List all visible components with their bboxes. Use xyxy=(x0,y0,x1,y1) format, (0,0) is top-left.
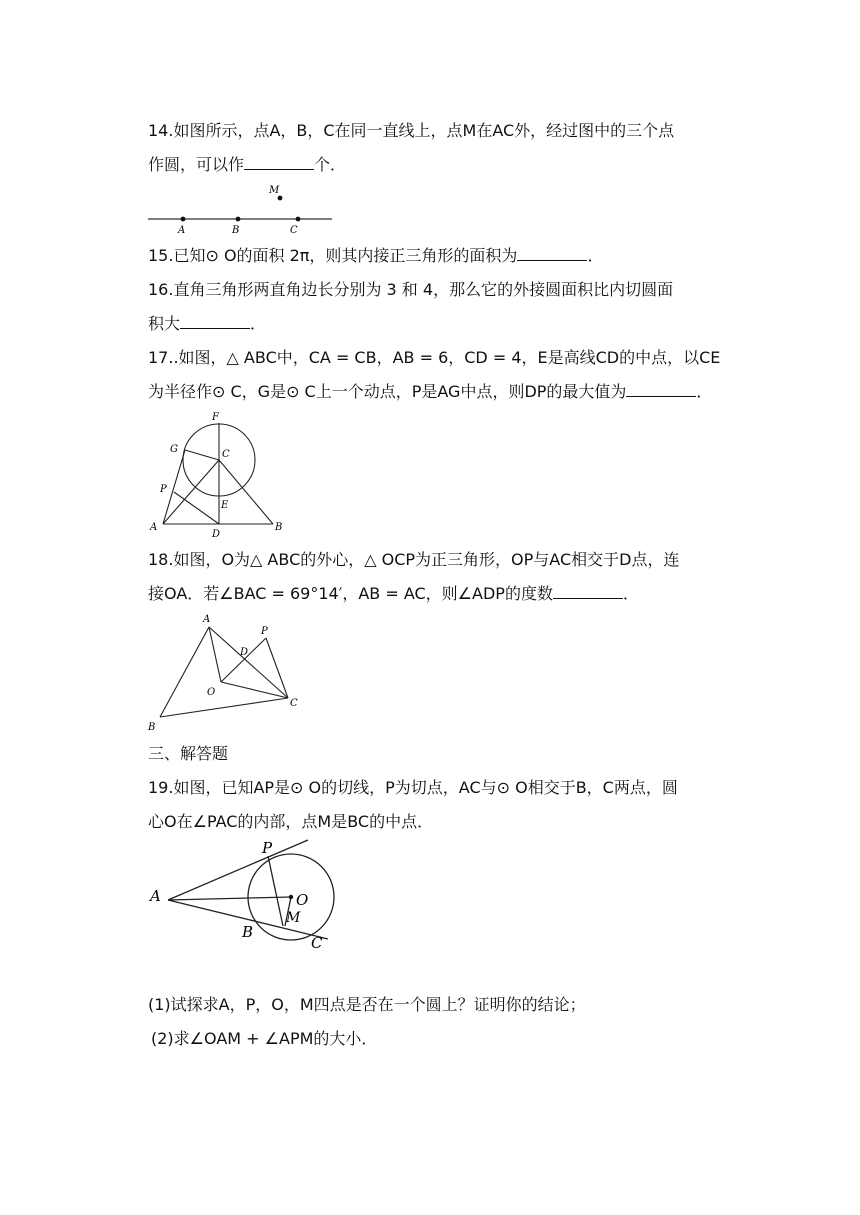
q14-label-m: M xyxy=(269,185,280,196)
q15-post: ． xyxy=(587,246,604,265)
section-heading: 三、解答题 xyxy=(148,744,229,763)
q15-text: 15.已知⊙ O的面积 2π，则其内接正三角形的面积为 xyxy=(148,246,518,265)
q17-answer-blank xyxy=(626,382,696,397)
q18-label-o: O xyxy=(207,687,216,698)
q19-part1: (1)试探求A，P，O，M四点是否在一个圆上？证明你的结论； xyxy=(148,995,586,1014)
q16-line2 xyxy=(148,314,266,334)
q14-line1: 14.如图所示，点A，B，C在同一直线上，点M在AC外，经过图中的三个点 xyxy=(148,121,675,140)
q18-line2-pre: 接OA．若∠BAC = 69°14′，AB = AC，则∠ADP的度数 xyxy=(148,584,553,603)
q16-line2-pre: 积大 xyxy=(148,314,181,333)
q14-line2-post: 个． xyxy=(314,155,347,174)
q18-label-c: C xyxy=(290,698,298,709)
q18-answer-blank xyxy=(553,584,623,599)
q17-line2-post: ． xyxy=(696,382,713,401)
q18-label-a: A xyxy=(203,614,211,625)
q17-label-c: C xyxy=(222,449,230,460)
q15-answer-blank xyxy=(517,246,587,261)
q18-label-d: D xyxy=(240,647,249,658)
q14-line2 xyxy=(148,155,346,175)
q18-line2 xyxy=(148,584,639,604)
q19-line1: 19.如图，已知AP是⊙ O的切线，P为切点，AC与⊙ O相交于B，C两点，圆 xyxy=(148,778,678,797)
q17-line1: 17..如图，△ ABC中，CA = CB，AB = 6，CD = 4，E是高线CD的中点，以CE xyxy=(148,348,721,367)
q18-label-b: B xyxy=(148,722,156,733)
q17-label-p: P xyxy=(160,484,167,495)
q17-label-e: E xyxy=(221,500,229,511)
q17-label-a: A xyxy=(150,522,158,533)
q19-label-p: P xyxy=(262,839,273,857)
q14-label-c: C xyxy=(290,225,298,236)
q19-part2: (2)求∠OAM + ∠APM的大小． xyxy=(151,1029,378,1048)
q17-line2-pre: 为半径作⊙ C，G是⊙ C上一个动点，P是AG中点，则DP的最大值为 xyxy=(148,382,627,401)
q14-figure xyxy=(148,184,338,236)
q19-label-a: A xyxy=(150,887,161,905)
q17-line2 xyxy=(148,382,712,402)
q15-line xyxy=(148,246,603,266)
q19-figure xyxy=(148,838,348,953)
q16-answer-blank xyxy=(180,314,250,329)
q19-label-b: B xyxy=(242,923,254,941)
q18-line1: 18.如图，O为△ ABC的外心，△ OCP为正三角形，OP与AC相交于D点，连 xyxy=(148,550,680,569)
q18-label-p: P xyxy=(261,626,268,637)
q19-label-o: O xyxy=(296,891,309,909)
q17-label-d: D xyxy=(212,529,221,540)
q14-answer-blank xyxy=(244,155,314,170)
q18-figure xyxy=(148,610,308,735)
q14-label-b: B xyxy=(232,225,240,236)
q19-line2: 心O在∠PAC的内部，点M是BC的中点． xyxy=(148,812,434,831)
q19-label-m: M xyxy=(286,910,301,926)
q14-line2-pre: 作圆，可以作 xyxy=(148,155,245,174)
q17-figure xyxy=(148,410,298,540)
q16-line2-post: ． xyxy=(250,314,267,333)
q14-label-a: A xyxy=(178,225,186,236)
q18-line2-post: ． xyxy=(622,584,639,603)
q16-line1: 16.直角三角形两直角边长分别为 3 和 4，那么它的外接圆面积比内切圆面 xyxy=(148,280,674,299)
q17-label-b: B xyxy=(275,522,283,533)
q17-label-f: F xyxy=(212,412,219,423)
q17-label-g: G xyxy=(170,444,178,455)
q19-label-c: C xyxy=(311,934,323,952)
